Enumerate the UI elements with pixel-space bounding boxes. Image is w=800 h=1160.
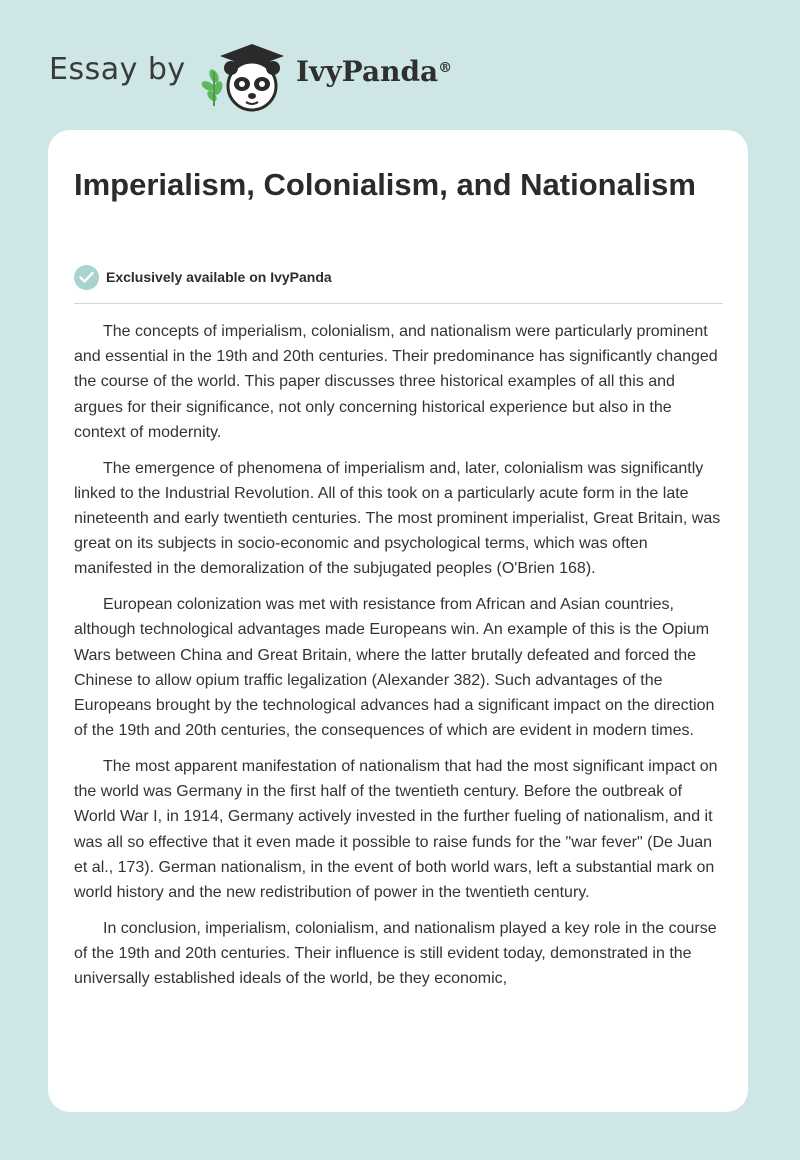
- essay-body: [74, 319, 724, 1002]
- site-header: [0, 0, 800, 130]
- essay-by-label: Essay by: [49, 52, 186, 87]
- brand-label: IvyPanda: [296, 55, 439, 88]
- essay-title: Imperialism, Colonialism, and Nationalism: [74, 167, 696, 202]
- panda-graduate-icon: [200, 36, 290, 112]
- badge-label: Exclusively available on IvyPanda: [106, 269, 332, 285]
- paragraph: The emergence of phenomena of imperialism and, later, colonialism was significantly linked to the Industrial Revolution. All of this took on a particularly acute form in the late nineteenth and early twentieth centuries. The most prominent imperialist, Great Britain, was great on its subjects in socio-economic and psychological terms, which was often manifested in the demoralization of the subjugated peoples (O'Brien 168).: [74, 459, 721, 578]
- essay-card: [48, 130, 748, 1112]
- check-icon: [74, 265, 99, 290]
- paragraph: In conclusion, imperialism, colonialism, and nationalism played a key role in the course of the 19th and 20th centuries. Their influence is still evident today, demonstrated in the universally established ideals of the world, be they economic,: [74, 919, 717, 988]
- brand-name[interactable]: [296, 52, 452, 92]
- exclusive-badge: [74, 264, 332, 290]
- paragraph: European colonization was met with resistance from African and Asian countries, although technological advantages made Europeans win. An example of this is the Opium Wars between China and Great Britain, where the latter brutally defeated and forced the Chinese to allow opium traffic legalization (Alexander 382). Such advantages of the Europeans brought by the technological advances had a significant impact on the direction of the 19th and 20th centuries, the consequences of which are evident in modern times.: [74, 596, 715, 740]
- paragraph: The concepts of imperialism, colonialism, and nationalism were particularly prominent and essential in the 19th and 20th centuries. Their predominance has significantly changed the course of the world. This paper discusses three historical examples of all this and argues for their significance, not only concerning historical experience but also in the context of modernity.: [74, 323, 718, 441]
- registered-mark: ®: [438, 60, 453, 76]
- divider: [74, 303, 723, 304]
- paragraph: The most apparent manifestation of nationalism that had the most significant impact on the world was Germany in the first half of the twentieth century. Before the outbreak of World War I, in 1914, Germany actively invested in the further fueling of nationalism, and it was all so effective that it even made it possible to raise funds for the "war fever" (De Juan et al., 173). German nationalism, in the event of both world wars, left a substantial mark on world history and the new redistribution of power in the twentieth century.: [74, 758, 718, 902]
